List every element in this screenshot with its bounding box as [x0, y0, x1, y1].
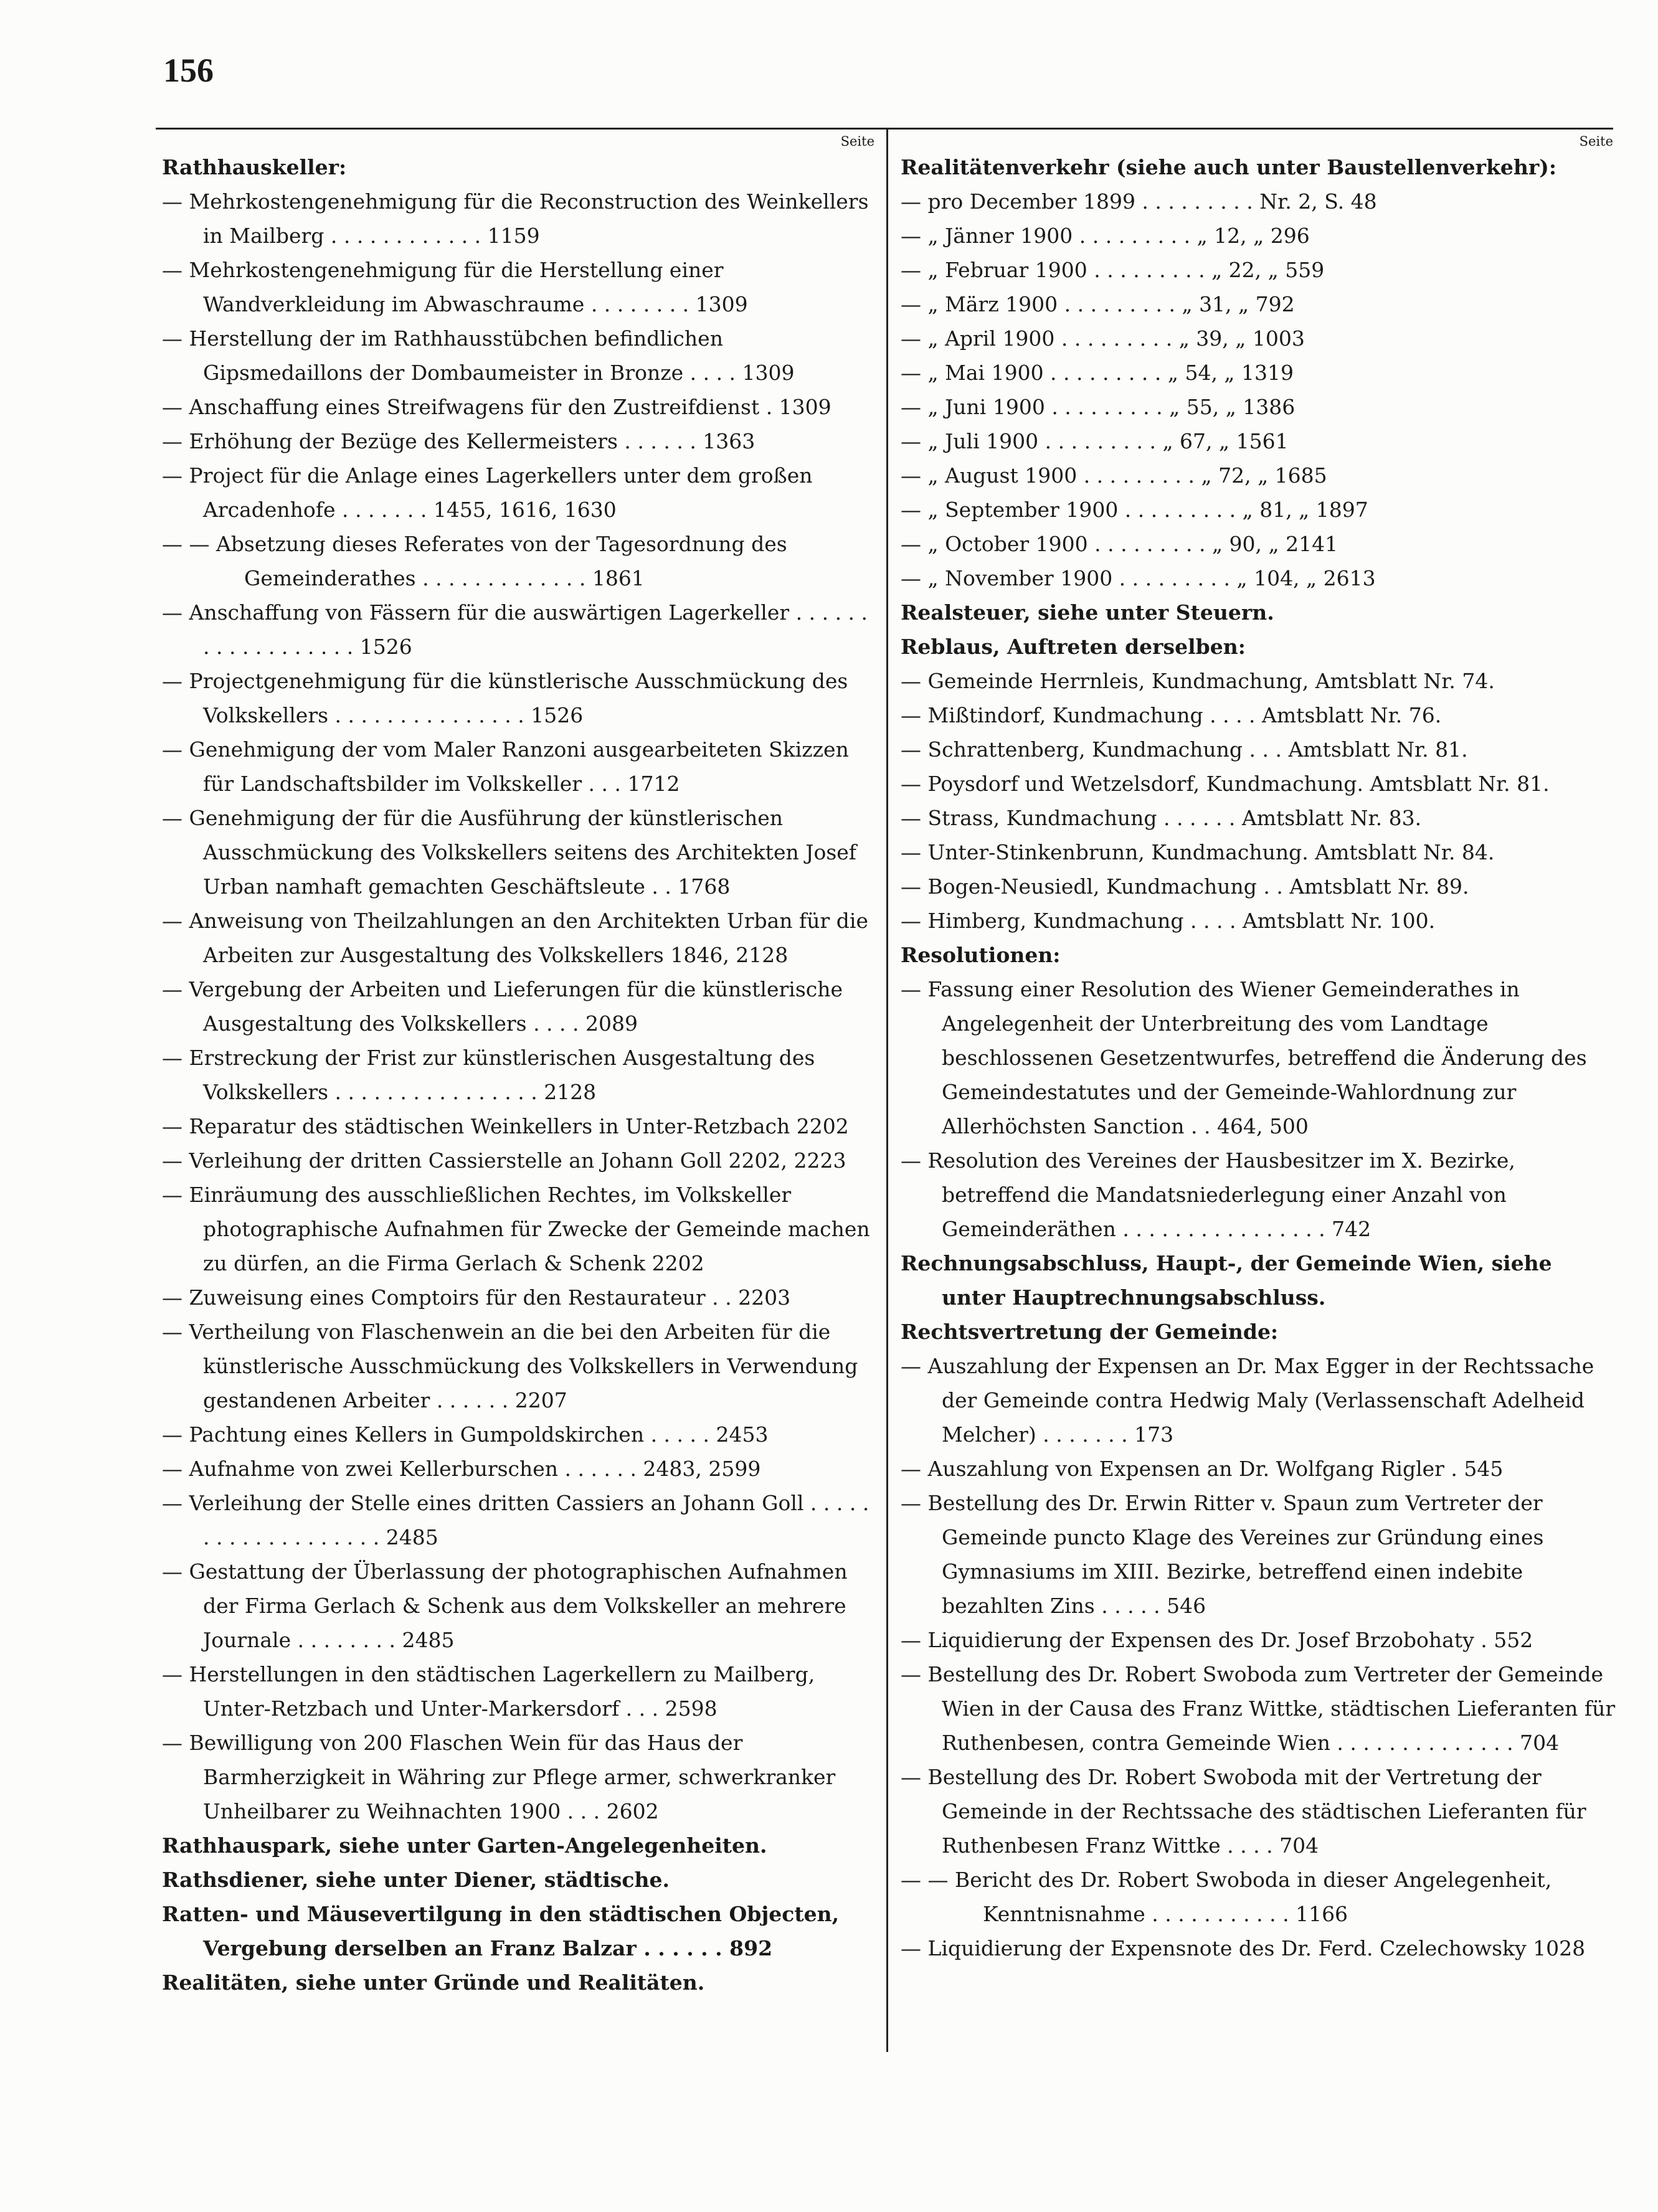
- index-entry: — Genehmigung der vom Maler Ranzoni ausgearbeiteten Skizzen für Landschaftsbilder im Volkskeller . . . 1712: [162, 737, 856, 796]
- index-entry: — Projectgenehmigung für die künstlerische Ausschmückung des Volkskellers . . . . . . . . . . . . . . . 1526: [162, 669, 855, 727]
- index-heading: Rathhauskeller:: [162, 155, 347, 179]
- index-entry: — pro December 1899 . . . . . . . . . Nr. 2, S. 48: [901, 189, 1377, 214]
- index-entry: — Reparatur des städtischen Weinkellers in Unter-Retzbach 2202: [162, 1114, 849, 1138]
- index-heading: Rechnungsabschluss, Haupt-, der Gemeinde Wien, siehe unter Hauptrechnungsabschluss.: [901, 1251, 1560, 1310]
- index-entry: — Zuweisung eines Comptoirs für den Restaurateur . . 2203: [162, 1285, 791, 1310]
- index-entry: — Mehrkostengenehmigung für die Reconstruction des Weinkellers in Mailberg . . . . . . . . . . . . 1159: [162, 189, 876, 248]
- index-entry: — „ November 1900 . . . . . . . . . „ 104, „ 2613: [901, 566, 1376, 590]
- index-entry: — Auszahlung der Expensen an Dr. Max Egger in der Rechtssache der Gemeinde contra Hedwig Maly (Verlassenschaft Adelheid Melcher) . . . . . . . 173: [901, 1354, 1601, 1447]
- index-entry: — Erhöhung der Bezüge des Kellermeisters . . . . . . 1363: [162, 429, 756, 453]
- index-entry: — Bogen-Neusiedl, Kundmachung . . Amtsblatt Nr. 89.: [901, 874, 1469, 899]
- index-entry: — „ Februar 1900 . . . . . . . . . „ 22, „ 559: [901, 258, 1325, 282]
- index-heading: Rathhauspark, siehe unter Garten-Angelegenheiten.: [162, 1833, 767, 1858]
- index-entry: — Verleihung der Stelle eines dritten Cassiers an Johann Goll . . . . . . . . . . . . . . . . . . . 2485: [162, 1491, 876, 1549]
- index-entry: — Strass, Kundmachung . . . . . . Amtsblatt Nr. 83.: [901, 806, 1422, 830]
- index-page: [156, 128, 1622, 2052]
- right-entries: [901, 150, 1622, 1965]
- index-entry: — Gemeinde Herrnleis, Kundmachung, Amtsblatt Nr. 74.: [901, 669, 1495, 693]
- index-entry: — Anschaffung eines Streifwagens für den Zustreifdienst . 1309: [162, 395, 831, 419]
- index-entry: — Vertheilung von Flaschenwein an die bei den Arbeiten für die künstlerische Ausschmückung des Volkskellers in Verwendung gestandenen Arbeiter . . . . . . 2207: [162, 1320, 865, 1412]
- index-entry: — „ September 1900 . . . . . . . . . „ 81, „ 1897: [901, 498, 1368, 522]
- index-entry: — Resolution des Vereines der Hausbesitzer im X. Bezirke, betreffend die Mandatsniederlegung einer Anzahl von Gemeinderäthen . . . . . . . . . . . . . . . . 742: [901, 1148, 1522, 1241]
- index-entry: — Schrattenberg, Kundmachung . . . Amtsblatt Nr. 81.: [901, 737, 1468, 762]
- index-entry: — Auszahlung von Expensen an Dr. Wolfgang Rigler . 545: [901, 1457, 1504, 1481]
- index-entry: — „ August 1900 . . . . . . . . . „ 72, „ 1685: [901, 463, 1327, 488]
- index-entry: — „ October 1900 . . . . . . . . . „ 90, „ 2141: [901, 532, 1338, 556]
- index-heading: Realitäten, siehe unter Gründe und Realitäten.: [162, 1970, 705, 1995]
- index-entry: — „ Mai 1900 . . . . . . . . . „ 54, „ 1319: [901, 361, 1294, 385]
- index-entry: — Anschaffung von Fässern für die auswärtigen Lagerkeller . . . . . . . . . . . . . . . . . . 1526: [162, 600, 874, 659]
- index-entry: — „ Juni 1900 . . . . . . . . . „ 55, „ 1386: [901, 395, 1296, 419]
- index-entry: — Liquidierung der Expensen des Dr. Josef Brzobohaty . 552: [901, 1628, 1533, 1652]
- index-entry: — Unter-Stinkenbrunn, Kundmachung. Amtsblatt Nr. 84.: [901, 840, 1495, 864]
- index-entry: — Bestellung des Dr. Robert Swoboda zum Vertreter der Gemeinde Wien in der Causa des Franz Wittke, städtischen Lieferanten für Ruthenbesen, contra Gemeinde Wien . . . . . . . . . . . . . . 704: [901, 1662, 1622, 1755]
- index-entry: — Mißtindorf, Kundmachung . . . . Amtsblatt Nr. 76.: [901, 703, 1442, 727]
- index-entry: — Pachtung eines Kellers in Gumpoldskirchen . . . . . 2453: [162, 1422, 769, 1447]
- index-heading: Realitätenverkehr (siehe auch unter Baustellenverkehr):: [901, 155, 1557, 179]
- index-entry: — Gestattung der Überlassung der photographischen Aufnahmen der Firma Gerlach & Schenk aus dem Volkskeller an mehrere Journale . . . . . . . . 2485: [162, 1559, 855, 1652]
- index-entry: — „ April 1900 . . . . . . . . . „ 39, „ 1003: [901, 326, 1305, 351]
- index-entry: — Erstreckung der Frist zur künstlerischen Ausgestaltung des Volkskellers . . . . . . . . . . . . . . . . 2128: [162, 1046, 822, 1104]
- left-entries: [162, 150, 878, 2000]
- index-entry: — Verleihung der dritten Cassierstelle an Johann Goll 2202, 2223: [162, 1148, 846, 1173]
- index-entry: — „ Jänner 1900 . . . . . . . . . „ 12, „ 296: [901, 224, 1310, 248]
- column-header-left: Seite: [840, 134, 874, 149]
- index-entry: — — Bericht des Dr. Robert Swoboda in dieser Angelegenheit, Kenntnisnahme . . . . . . . . . . . 1166: [901, 1868, 1558, 1926]
- index-entry: — Herstellung der im Rathhausstübchen befindlichen Gipsmedaillons der Dombaumeister in Bronze . . . . 1309: [162, 326, 795, 385]
- index-entry: — Project für die Anlage eines Lagerkellers unter dem großen Arcadenhofe . . . . . . . 1455, 1616, 1630: [162, 463, 819, 522]
- index-entry: — Anweisung von Theilzahlungen an den Architekten Urban für die Arbeiten zur Ausgestaltung des Volkskellers 1846, 2128: [162, 909, 875, 967]
- column-header-right: Seite: [1579, 134, 1613, 149]
- index-entry: — Bestellung des Dr. Robert Swoboda mit der Vertretung der Gemeinde in der Rechtssache des städtischen Lieferanten für Ruthenbesen Franz Wittke . . . . 704: [901, 1765, 1593, 1858]
- index-entry: — Fassung einer Resolution des Wiener Gemeinderathes in Angelegenheit der Unterbreitung des vom Landtage beschlossenen Gesetzentwurfes, betreffend die Änderung des Gemeindestatutes und der Gemeinde-Wahlordnung zur Allerhöchsten Sanction . . 464, 500: [901, 977, 1594, 1138]
- index-entry: — Bewilligung von 200 Flaschen Wein für das Haus der Barmherzigkeit in Währing zur Pflege armer, schwerkranker Unheilbarer zu Weihnachten 1900 . . . 2602: [162, 1731, 842, 1823]
- index-entry: — Einräumung des ausschließlichen Rechtes, im Volkskeller photographische Aufnahmen für Zwecke der Gemeinde machen zu dürfen, an die Firma Gerlach & Schenk 2202: [162, 1183, 877, 1275]
- index-entry: — Mehrkostengenehmigung für die Herstellung einer Wandverkleidung im Abwaschraume . . . . . . . . 1309: [162, 258, 748, 316]
- index-entry: — Bestellung des Dr. Erwin Ritter v. Spaun zum Vertreter der Gemeinde puncto Klage des Vereines zur Gründung eines Gymnasiums im XIII. Bezirke, betreffend einen indebite bezahlten Zins . . . . . 546: [901, 1491, 1550, 1618]
- index-heading: Realsteuer, siehe unter Steuern.: [901, 600, 1274, 625]
- index-entry: — Genehmigung der für die Ausführung der künstlerischen Ausschmückung des Volkskellers seitens des Architekten Josef Urban namhaft gemachten Geschäftsleute . . 1768: [162, 806, 863, 899]
- page-number: 156: [163, 52, 214, 89]
- index-heading: Rathsdiener, siehe unter Diener, städtische.: [162, 1868, 670, 1892]
- index-entry: — „ März 1900 . . . . . . . . . „ 31, „ 792: [901, 292, 1295, 316]
- index-heading: Resolutionen:: [901, 943, 1061, 967]
- top-rule: [156, 128, 1613, 130]
- index-entry: — Herstellungen in den städtischen Lagerkellern zu Mailberg, Unter-Retzbach und Unter-Markersdorf . . . 2598: [162, 1662, 822, 1721]
- index-entry: — — Absetzung dieses Referates von der Tagesordnung des Gemeinderathes . . . . . . . . . . . . . 1861: [162, 532, 794, 590]
- right-column: [901, 134, 1622, 1965]
- index-entry: — „ Juli 1900 . . . . . . . . . „ 67, „ 1561: [901, 429, 1289, 453]
- column-divider: [886, 128, 888, 2052]
- index-entry: — Poysdorf und Wetzelsdorf, Kundmachung. Amtsblatt Nr. 81.: [901, 772, 1550, 796]
- index-heading: Ratten- und Mäusevertilgung in den städtischen Objecten, Vergebung derselben an Franz Balzar . . . . . . 892: [162, 1902, 846, 1960]
- index-entry: — Aufnahme von zwei Kellerburschen . . . . . . 2483, 2599: [162, 1457, 761, 1481]
- index-entry: — Himberg, Kundmachung . . . . Amtsblatt Nr. 100.: [901, 909, 1436, 933]
- index-heading: Rechtsvertretung der Gemeinde:: [901, 1320, 1279, 1344]
- index-entry: — Liquidierung der Expensnote des Dr. Ferd. Czelechowsky 1028: [901, 1936, 1586, 1960]
- index-entry: — Vergebung der Arbeiten und Lieferungen für die künstlerische Ausgestaltung des Volkskellers . . . . 2089: [162, 977, 850, 1036]
- index-heading: Reblaus, Auftreten derselben:: [901, 635, 1246, 659]
- left-column: [162, 134, 878, 2000]
